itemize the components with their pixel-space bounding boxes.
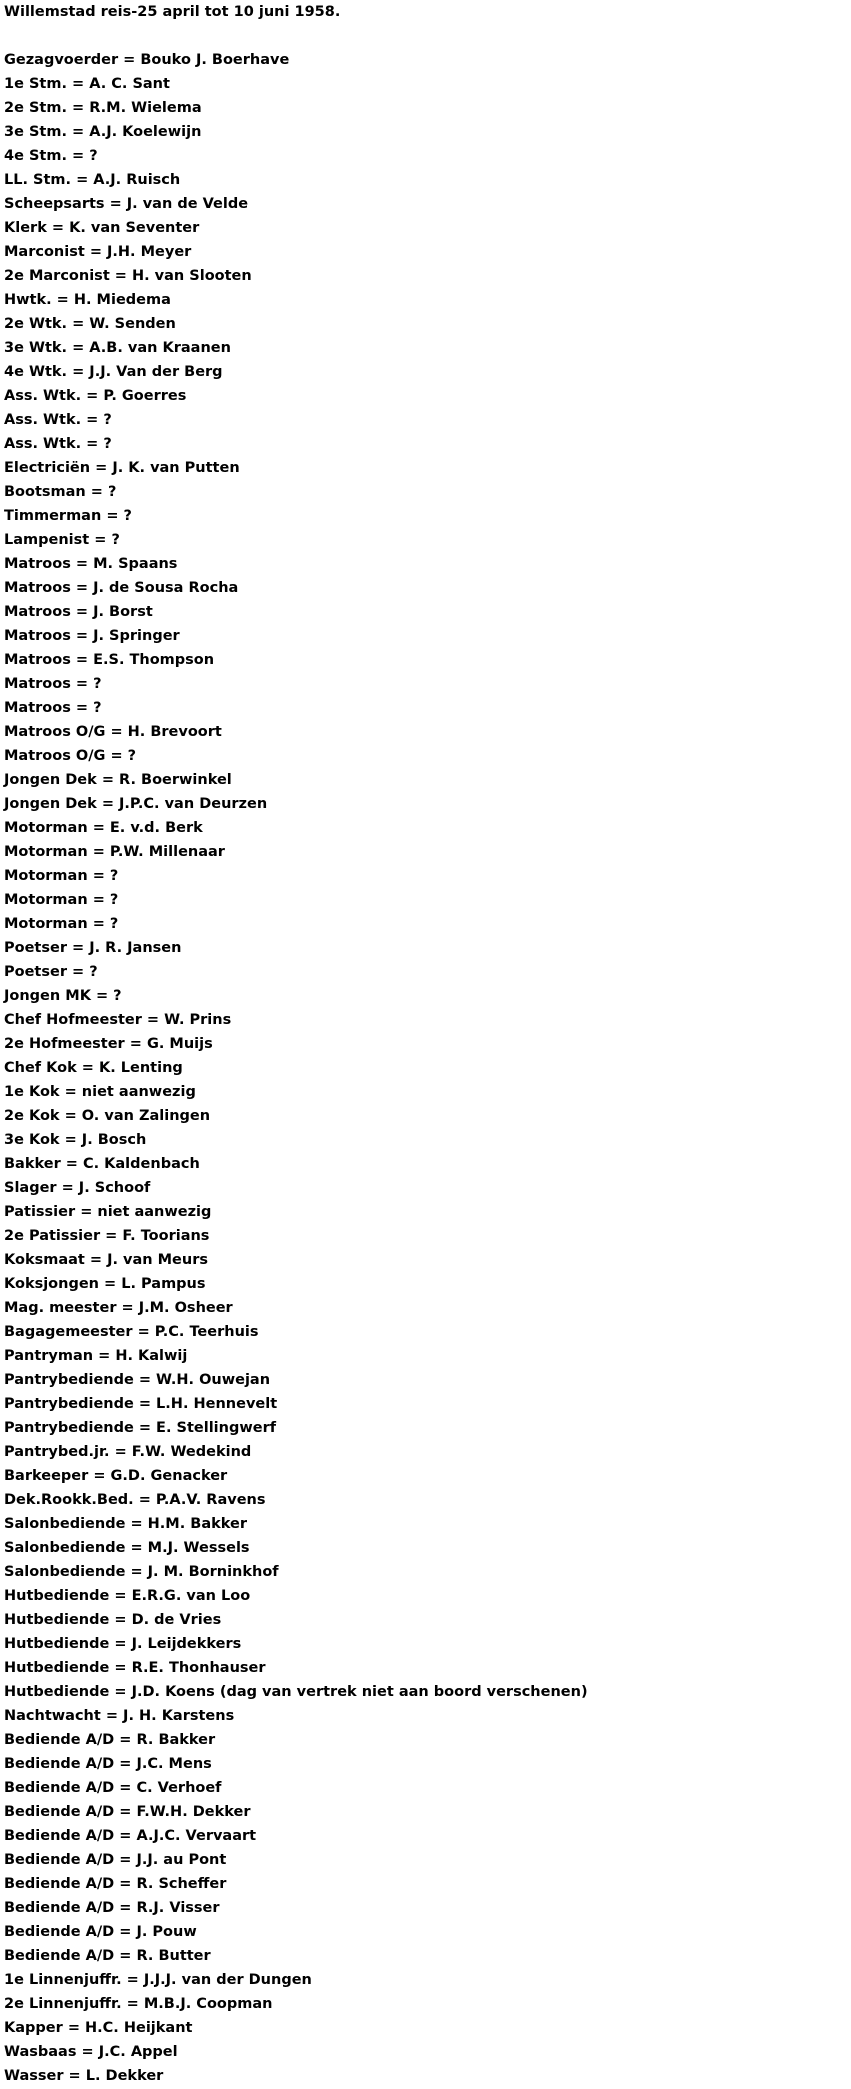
crew-entry: 4e Stm. = ?	[4, 148, 98, 164]
crew-list	[4, 48, 844, 2088]
crew-entry: Motorman = ?	[4, 916, 119, 932]
crew-entry: Bediende A/D = R. Butter	[4, 1948, 211, 1964]
crew-entry: Ass. Wtk. = P. Goerres	[4, 388, 187, 404]
crew-entry: Matroos O/G = H. Brevoort	[4, 724, 222, 740]
crew-entry: Hwtk. = H. Miedema	[4, 292, 171, 308]
crew-entry: Nachtwacht = J. H. Karstens	[4, 1708, 235, 1724]
crew-entry: Slager = J. Schoof	[4, 1180, 151, 1196]
crew-entry: Dek.Rookk.Bed. = P.A.V. Ravens	[4, 1492, 266, 1508]
document-title: Willemstad reis-25 april tot 10 juni 1958.	[4, 4, 341, 20]
crew-entry: Ass. Wtk. = ?	[4, 412, 112, 428]
crew-entry: Lampenist = ?	[4, 532, 120, 548]
crew-entry: Bakker = C. Kaldenbach	[4, 1156, 200, 1172]
crew-entry: 3e Kok = J. Bosch	[4, 1132, 147, 1148]
crew-entry: Timmerman = ?	[4, 508, 132, 524]
crew-entry: 1e Stm. = A. C. Sant	[4, 76, 170, 92]
crew-entry: 2e Stm. = R.M. Wielema	[4, 100, 202, 116]
crew-entry: Jongen Dek = R. Boerwinkel	[4, 772, 232, 788]
crew-entry: Jongen MK = ?	[4, 988, 122, 1004]
crew-entry: Hutbediende = R.E. Thonhauser	[4, 1660, 266, 1676]
crew-entry: Pantryman = H. Kalwij	[4, 1348, 188, 1364]
crew-entry: 2e Patissier = F. Toorians	[4, 1228, 210, 1244]
crew-entry: Matroos = ?	[4, 700, 102, 716]
crew-entry: Wasbaas = J.C. Appel	[4, 2044, 178, 2060]
crew-entry: Marconist = J.H. Meyer	[4, 244, 192, 260]
crew-entry: Barkeeper = G.D. Genacker	[4, 1468, 228, 1484]
crew-entry: Pantrybediende = E. Stellingwerf	[4, 1420, 277, 1436]
crew-entry: Poetser = ?	[4, 964, 98, 980]
crew-entry: Klerk = K. van Seventer	[4, 220, 200, 236]
crew-entry: Mag. meester = J.M. Osheer	[4, 1300, 233, 1316]
crew-entry: Gezagvoerder = Bouko J. Boerhave	[4, 52, 290, 68]
document-page	[4, 0, 844, 2088]
crew-entry: 2e Marconist = H. van Slooten	[4, 268, 252, 284]
crew-entry: Motorman = ?	[4, 892, 119, 908]
crew-entry: Bediende A/D = J. Pouw	[4, 1924, 197, 1940]
crew-entry: Matroos O/G = ?	[4, 748, 137, 764]
crew-entry: Electriciën = J. K. van Putten	[4, 460, 240, 476]
crew-entry: Matroos = E.S. Thompson	[4, 652, 215, 668]
crew-entry: Hutbediende = J. Leijdekkers	[4, 1636, 242, 1652]
crew-entry: Bediende A/D = R.J. Visser	[4, 1900, 220, 1916]
crew-entry: Ass. Wtk. = ?	[4, 436, 112, 452]
crew-entry: Motorman = ?	[4, 868, 119, 884]
crew-entry: Pantrybediende = W.H. Ouwejan	[4, 1372, 271, 1388]
crew-entry: Bediende A/D = C. Verhoef	[4, 1780, 222, 1796]
crew-entry: Pantrybed.jr. = F.W. Wedekind	[4, 1444, 252, 1460]
crew-entry: Matroos = J. de Sousa Rocha	[4, 580, 239, 596]
crew-entry: 1e Kok = niet aanwezig	[4, 1084, 196, 1100]
crew-entry: Bediende A/D = R. Scheffer	[4, 1876, 227, 1892]
crew-entry: Bediende A/D = A.J.C. Vervaart	[4, 1828, 257, 1844]
crew-entry: Bediende A/D = R. Bakker	[4, 1732, 216, 1748]
crew-entry: Bagagemeester = P.C. Teerhuis	[4, 1324, 259, 1340]
crew-entry: 2e Kok = O. van Zalingen	[4, 1108, 211, 1124]
crew-entry: Bediende A/D = F.W.H. Dekker	[4, 1804, 251, 1820]
crew-entry: Bediende A/D = J.J. au Pont	[4, 1852, 227, 1868]
crew-entry: Chef Hofmeester = W. Prins	[4, 1012, 232, 1028]
crew-entry: Koksmaat = J. van Meurs	[4, 1252, 208, 1268]
crew-entry: Salonbediende = J. M. Borninkhof	[4, 1564, 279, 1580]
crew-entry: 2e Wtk. = W. Senden	[4, 316, 176, 332]
crew-entry: Koksjongen = L. Pampus	[4, 1276, 206, 1292]
crew-entry: Patissier = niet aanwezig	[4, 1204, 212, 1220]
crew-entry: Hutbediende = E.R.G. van Loo	[4, 1588, 251, 1604]
crew-entry: Motorman = P.W. Millenaar	[4, 844, 225, 860]
crew-entry: Poetser = J. R. Jansen	[4, 940, 182, 956]
crew-entry: Kapper = H.C. Heijkant	[4, 2020, 193, 2036]
crew-entry: Matroos = ?	[4, 676, 102, 692]
crew-entry: 3e Wtk. = A.B. van Kraanen	[4, 340, 231, 356]
crew-entry: Bediende A/D = J.C. Mens	[4, 1756, 212, 1772]
crew-entry: Pantrybediende = L.H. Hennevelt	[4, 1396, 278, 1412]
crew-entry: Bootsman = ?	[4, 484, 117, 500]
crew-entry: Hutbediende = D. de Vries	[4, 1612, 222, 1628]
crew-entry: Hutbediende = J.D. Koens (dag van vertrek niet aan boord verschenen)	[4, 1684, 588, 1700]
crew-entry: Matroos = J. Springer	[4, 628, 180, 644]
crew-entry: Chef Kok = K. Lenting	[4, 1060, 183, 1076]
crew-entry: 2e Hofmeester = G. Muijs	[4, 1036, 213, 1052]
crew-entry: Salonbediende = H.M. Bakker	[4, 1516, 248, 1532]
crew-entry: Salonbediende = M.J. Wessels	[4, 1540, 250, 1556]
crew-entry: Matroos = J. Borst	[4, 604, 153, 620]
crew-entry: Motorman = E. v.d. Berk	[4, 820, 203, 836]
crew-entry: 4e Wtk. = J.J. Van der Berg	[4, 364, 223, 380]
crew-entry: LL. Stm. = A.J. Ruisch	[4, 172, 181, 188]
crew-entry: Wasser = L. Dekker	[4, 2068, 164, 2084]
crew-entry: 1e Linnenjuffr. = J.J.J. van der Dungen	[4, 1972, 312, 1988]
crew-entry: Matroos = M. Spaans	[4, 556, 178, 572]
crew-entry: 2e Linnenjuffr. = M.B.J. Coopman	[4, 1996, 273, 2012]
crew-entry: 3e Stm. = A.J. Koelewijn	[4, 124, 202, 140]
crew-entry: Jongen Dek = J.P.C. van Deurzen	[4, 796, 268, 812]
crew-entry: Scheepsarts = J. van de Velde	[4, 196, 249, 212]
